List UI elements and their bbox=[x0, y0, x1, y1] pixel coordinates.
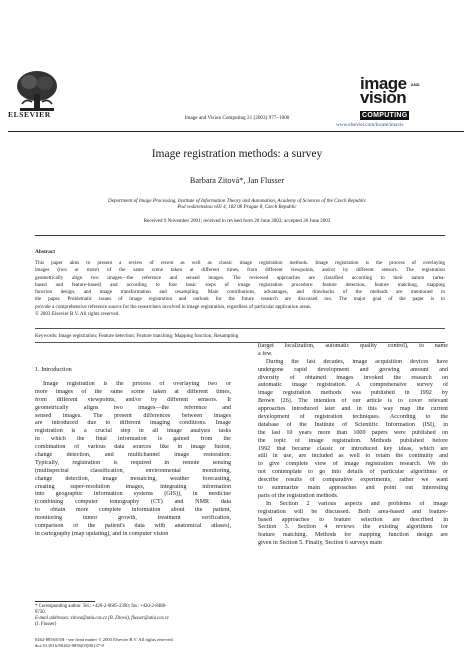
body-text-line: parts of the registration methods. bbox=[258, 492, 339, 499]
abstract-line: based and feature-based) and according to four basic steps of image registration procedure: feature detection, feature matching, mapping bbox=[35, 281, 445, 288]
footnote-line: * Corresponding author. Tel.: +420-2-6605-2390; fax: +420-2-8468- bbox=[35, 604, 167, 609]
body-text-line: diversity of obtained images invoked the research on bbox=[258, 374, 448, 381]
journal-logo bbox=[360, 74, 436, 120]
journal-url-link[interactable]: www.elsevier.com/locate/imavis bbox=[336, 122, 404, 128]
logo-word-image: image bbox=[360, 74, 407, 93]
abstract-line: geometrically align two images—the reference and sensed images. The reviewed approaches are classified according to their nature (area- bbox=[35, 274, 445, 281]
body-text-line: the topic of image registration. Methods published before bbox=[258, 437, 448, 444]
body-text-line: based approaches to feature selection are described in bbox=[258, 516, 448, 523]
footnote bbox=[35, 604, 231, 628]
body-text-line: to obtain more complete information about the patient, bbox=[35, 507, 231, 514]
body-text-line: given in Section 5. Finally, Section 6 surveys main bbox=[258, 540, 382, 547]
body-text-line: (combining computer tomography (CT) and NMR data bbox=[35, 499, 231, 506]
body-text-line: combination of various data sources like in image fusion, bbox=[35, 444, 231, 451]
footnote-rule bbox=[35, 601, 95, 602]
body-text-line: geometrically aligns two images—the reference and bbox=[35, 404, 231, 411]
body-text-line: Typically, registration is required in remote sensing bbox=[35, 459, 231, 466]
body-text-line: change detection, and multichannel image restoration. bbox=[35, 452, 231, 459]
body-text-line: In Section 2 various aspects and problems of image bbox=[266, 500, 448, 507]
body-text-line: not contemplate to go into details of particular algorithms or bbox=[258, 469, 448, 476]
abstract-line: This paper aims to present a review of recent as well as classic image registration methods. Image registration is the process of overlaying bbox=[35, 260, 445, 266]
body-text-line: to give complete view of image registration research. We do bbox=[258, 461, 448, 468]
affiliation-line: Pod vodárenskou věží 4, 182 08 Prague 8, Czech Republic bbox=[177, 204, 297, 211]
abstract-line: provide a comprehensive reference source for the researchers involved in image registration, regardless of particular application areas. bbox=[35, 303, 312, 310]
body-text-line: Section 3. Section 4 reviews the existing algorithms for bbox=[258, 524, 448, 531]
body-text-line: a few. bbox=[258, 350, 273, 357]
body-text-line: 1992 that became classic or introduced key ideas, which are bbox=[258, 445, 448, 452]
keywords: Keywords: Image registration; Feature detection; Feature matching; Mapping function; Resampling bbox=[35, 333, 239, 339]
abstract-heading: Abstract bbox=[35, 249, 56, 255]
body-text-line: change detection, image mosaicing, weather forecasting, bbox=[35, 475, 231, 482]
abstract-line: function design, and image transformation and resampling. Main contributions, advantages, and drawbacks of the methods are mentioned in bbox=[35, 289, 445, 296]
received-dates: Received 9 November 2001; received in revised form 20 June 2003; accepted 26 June 2003 bbox=[143, 218, 331, 224]
abstract-top-rule bbox=[35, 235, 445, 236]
body-text-line: are introduced due to different imaging conditions. Image bbox=[35, 420, 231, 427]
footnote-line: 0730. bbox=[35, 610, 46, 616]
body-text-line: more images of the same scene taken at different times, bbox=[35, 388, 231, 395]
body-text-line: development of registration techniques. According to the bbox=[258, 414, 448, 421]
body-text-line: in which the final information is gained from the bbox=[35, 436, 231, 443]
header-divider bbox=[8, 131, 464, 132]
logo-word-computing: COMPUTING bbox=[362, 112, 408, 120]
logo-word-and: AND bbox=[410, 82, 420, 88]
abstract-copyright: © 2003 Elsevier B.V. All rights reserved. bbox=[35, 310, 120, 317]
body-text-line: automatic image registration. A comprehensive survey of bbox=[258, 382, 448, 389]
body-text-line: image registration methods was published in 1992 by bbox=[258, 390, 448, 397]
footnote-line: (J. Flusser) bbox=[35, 622, 57, 628]
body-text-line: sensed images. The present differences between images bbox=[35, 412, 231, 419]
body-text-line: database of the Institute of Scientific Information (ISI), in bbox=[258, 421, 448, 428]
body-text-line: (multispectral classification, environmental monitoring, bbox=[35, 467, 231, 474]
keywords-top-rule bbox=[35, 328, 445, 329]
body-text-line: undergone rapid development and growing amount and bbox=[258, 366, 448, 373]
paper-authors: Barbara Zitová*, Jan Flusser bbox=[189, 176, 285, 185]
footnote-email-line: E-mail addresses: zitova@utia.cas.cz (B. Zitová), flusser@utia.cas.cz bbox=[35, 616, 169, 622]
doi-line: doi:10.1016/S0262-8856(03)00137-9 bbox=[35, 643, 104, 648]
body-text-line: creating super-resolution images, integrating information bbox=[35, 483, 231, 490]
affiliation-line: Department of Image Processing, Institute of Information Theory and Automation, Academy of Sciences of the Czech Republic bbox=[108, 198, 366, 204]
body-text-line: approaches introduced later and in this way map the current bbox=[258, 406, 448, 413]
body-text-line: monitoring tumor growth, treatment verification, bbox=[35, 515, 231, 522]
section-heading: 1. Introduction bbox=[35, 366, 72, 373]
body-text-line: Brown [26]. The intention of our article is to cover relevant bbox=[258, 398, 448, 405]
publisher-name: ELSEVIER bbox=[8, 110, 51, 119]
left-column bbox=[35, 381, 231, 539]
body-text-line: registration will be discussed. Both area-based and feature- bbox=[258, 508, 448, 515]
body-text-line: in cartography (map updating), and in computer vision bbox=[35, 530, 169, 537]
body-text-line: feature matching. Methods for mapping function design are bbox=[258, 532, 448, 539]
body-text-line: the last 10 years more than 1000 papers were published on bbox=[258, 429, 448, 436]
abstract-body bbox=[35, 260, 445, 318]
copyright-info bbox=[35, 637, 174, 649]
body-text-line: into geographic information systems (GIS)), in medicine bbox=[35, 491, 231, 498]
abstract-line: the paper. Problematic issues of image registration and outlook for the future research are discussed too. The major goal of the paper is to bbox=[35, 296, 445, 303]
body-text-line: comparison of the patient's data with anatomical atlases), bbox=[35, 523, 231, 530]
logo-word-vision: vision bbox=[360, 88, 407, 108]
author-affiliation bbox=[20, 198, 454, 211]
body-text-line: to summarize main approaches and point out interesting bbox=[258, 485, 448, 492]
abstract-line: images (two or more) of the same scene taken at different times, from different viewpoints, and/or by different sensors. The registration bbox=[35, 267, 445, 274]
body-text-line: describe results of comparative experiments, rather we want bbox=[258, 477, 448, 484]
right-column bbox=[258, 343, 448, 548]
journal-reference: Image and Vision Computing 21 (2003) 977–1000 bbox=[184, 115, 290, 121]
body-text-line: During the last decades, image acquisition devices have bbox=[266, 358, 448, 365]
issn-line: 0262-8856/03/$ - see front matter © 2003 Elsevier B.V. All rights reserved. bbox=[35, 637, 174, 642]
body-text-line: Image registration is the process of overlaying two or bbox=[43, 381, 231, 387]
body-text-line: registration is a crucial step in all image analysis tasks bbox=[35, 428, 231, 435]
body-text-line: from different viewpoints, and/or by different sensors. It bbox=[35, 396, 231, 403]
body-text-line: still in use, are included as well to retain the continuity and bbox=[258, 453, 448, 460]
paper-title: Image registration methods: a survey bbox=[151, 148, 323, 160]
body-text-line: (target localization, automatic quality control), to name bbox=[258, 343, 448, 349]
